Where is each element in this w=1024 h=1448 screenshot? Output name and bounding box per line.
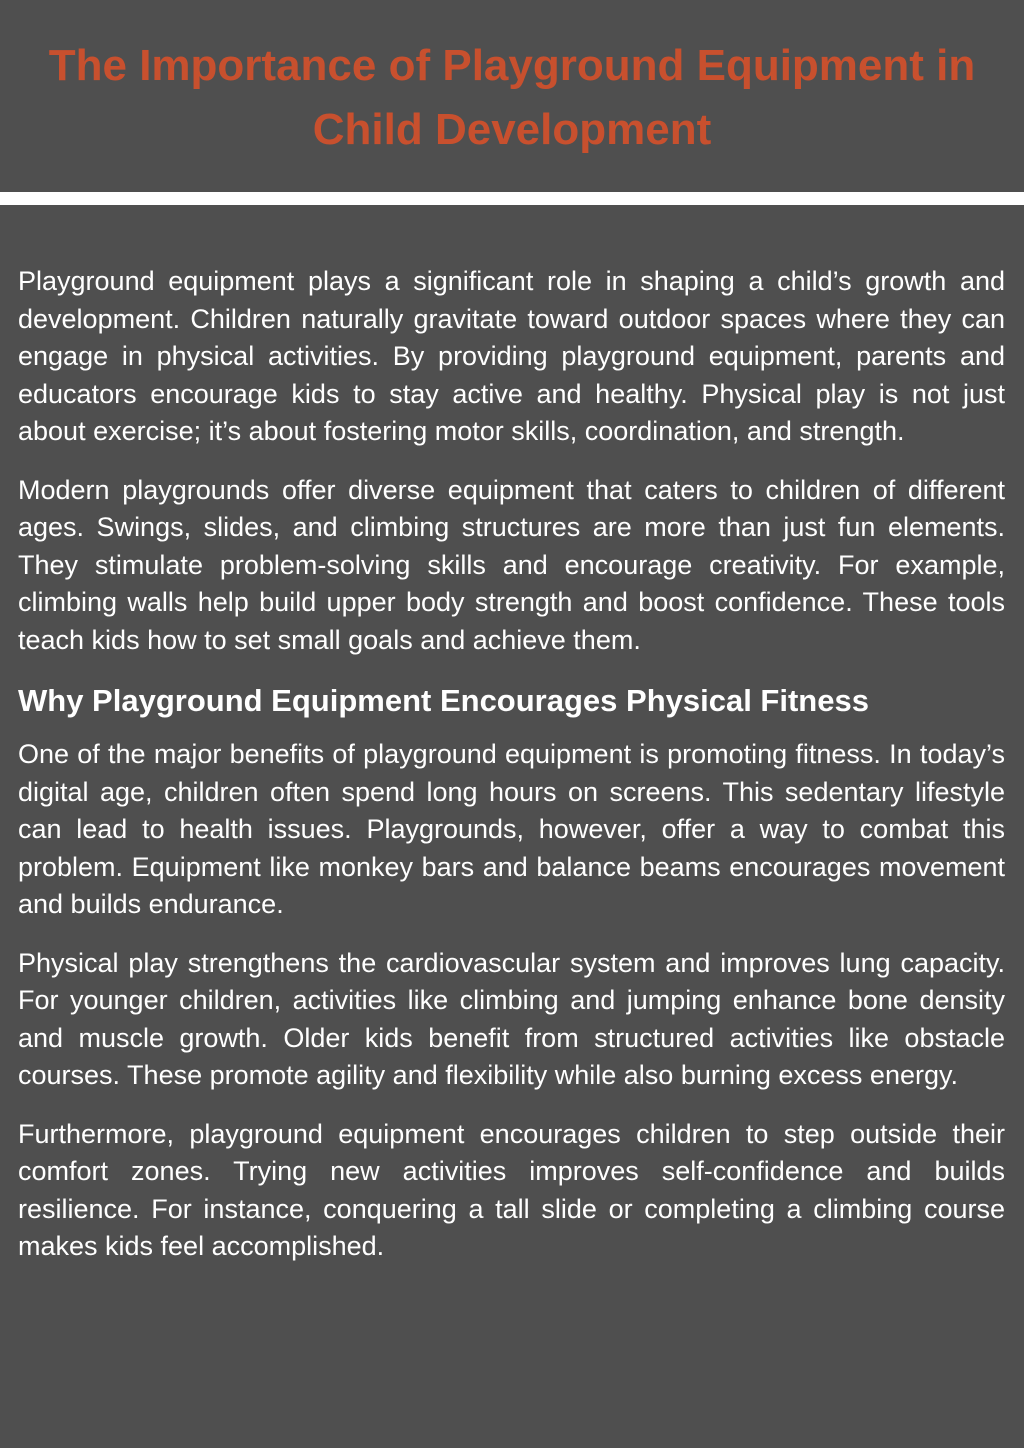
header-divider xyxy=(0,192,1024,205)
page-header xyxy=(0,0,1024,192)
article-body xyxy=(18,263,1005,1287)
paragraph-intro: Playground equipment plays a significant role in shaping a child’s growth and development. Children naturally gravitate toward outdoor spaces where they can engage in physical activities. By providing playground equipment, parents and educators encourage kids to stay active and healthy. Physical play is not just about exercise; it’s about fostering motor skills, coordination, and strength. xyxy=(18,266,1005,446)
paragraph-fitness-benefits: One of the major benefits of playground equipment is promoting fitness. In today’s digital age, children often spend long hours on screens. This sedentary lifestyle can lead to health issues. Playgrounds, however, offer a way to combat this problem. Equipment like monkey bars and balance beams encourages movement and builds endurance. xyxy=(18,739,1005,919)
page-title: The Importance of Playground Equipment in Child Development xyxy=(48,41,976,154)
paragraph-comfort-zones: Furthermore, playground equipment encourages children to step outside their comfort zones. Trying new activities improves self-confidence and builds resilience. For instance, conquering a tall slide or completing a climbing course makes kids feel accomplished. xyxy=(18,1118,1005,1261)
paragraph-physical-play: Physical play strengthens the cardiovascular system and improves lung capacity. For younger children, activities like climbing and jumping enhance bone density and muscle growth. Older kids benefit from structured activities like obstacle courses. These promote agility and flexibility while also burning excess energy. xyxy=(18,947,1005,1090)
paragraph-modern-playgrounds: Modern playgrounds offer diverse equipment that caters to children of different ages. Swings, slides, and climbing structures are more than just fun elements. They stimulate problem-solving skills and encourage creativity. For example, climbing walls help build upper body strength and boost confidence. These tools teach kids how to set small goals and achieve them. xyxy=(18,474,1005,655)
section-heading-fitness: Why Playground Equipment Encourages Physical Fitness xyxy=(18,683,869,718)
